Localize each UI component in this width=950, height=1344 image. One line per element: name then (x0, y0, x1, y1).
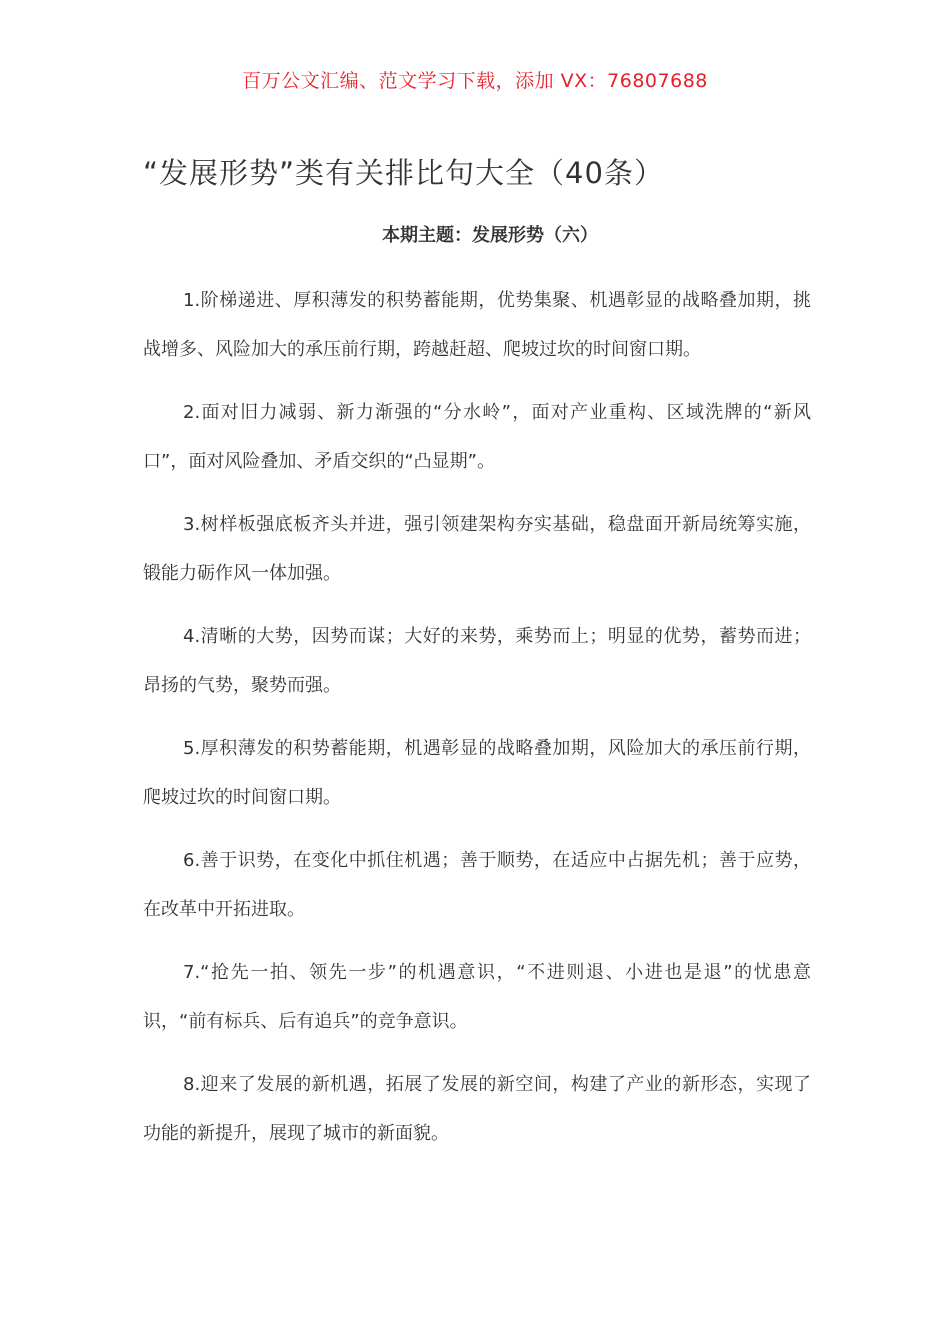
document-subtitle: 本期主题：发展形势（六） (382, 225, 598, 246)
sentence-item-6: 6.善于识势，在变化中抓住机遇；善于顺势，在适应中占据先机；善于应势，在改革中开拓进取。 (143, 850, 811, 920)
document-title: “发展形势”类有关排比句大全（40条） (143, 156, 664, 190)
sentence-item-3: 3.树样板强底板齐头并进，强引领建架构夯实基础，稳盘面开新局统筹实施，锻能力砺作风一体加强。 (143, 514, 811, 584)
header-promo-note: 百万公文汇编、范文学习下载，添加 VX：76807688 (242, 70, 708, 92)
sentence-item-1: 1.阶梯递进、厚积薄发的积势蓄能期，优势集聚、机遇彰显的战略叠加期，挑战增多、风险加大的承压前行期，跨越赶超、爬坡过坎的时间窗口期。 (143, 290, 811, 360)
sentence-item-5: 5.厚积薄发的积势蓄能期，机遇彰显的战略叠加期，风险加大的承压前行期，爬坡过坎的时间窗口期。 (143, 738, 811, 808)
sentence-item-7: 7.“抢先一拍、领先一步”的机遇意识，“不进则退、小进也是退”的忧患意识，“前有标兵、后有追兵”的竞争意识。 (143, 962, 811, 1032)
sentence-item-2: 2.面对旧力减弱、新力渐强的“分水岭”，面对产业重构、区域洗牌的“新风口”，面对风险叠加、矛盾交织的“凸显期”。 (143, 402, 811, 472)
sentence-item-8: 8.迎来了发展的新机遇，拓展了发展的新空间，构建了产业的新形态，实现了功能的新提升，展现了城市的新面貌。 (143, 1074, 811, 1144)
sentence-item-4: 4.清晰的大势，因势而谋；大好的来势，乘势而上；明显的优势，蓄势而进；昂扬的气势，聚势而强。 (143, 626, 811, 696)
sentence-list (143, 276, 811, 1172)
